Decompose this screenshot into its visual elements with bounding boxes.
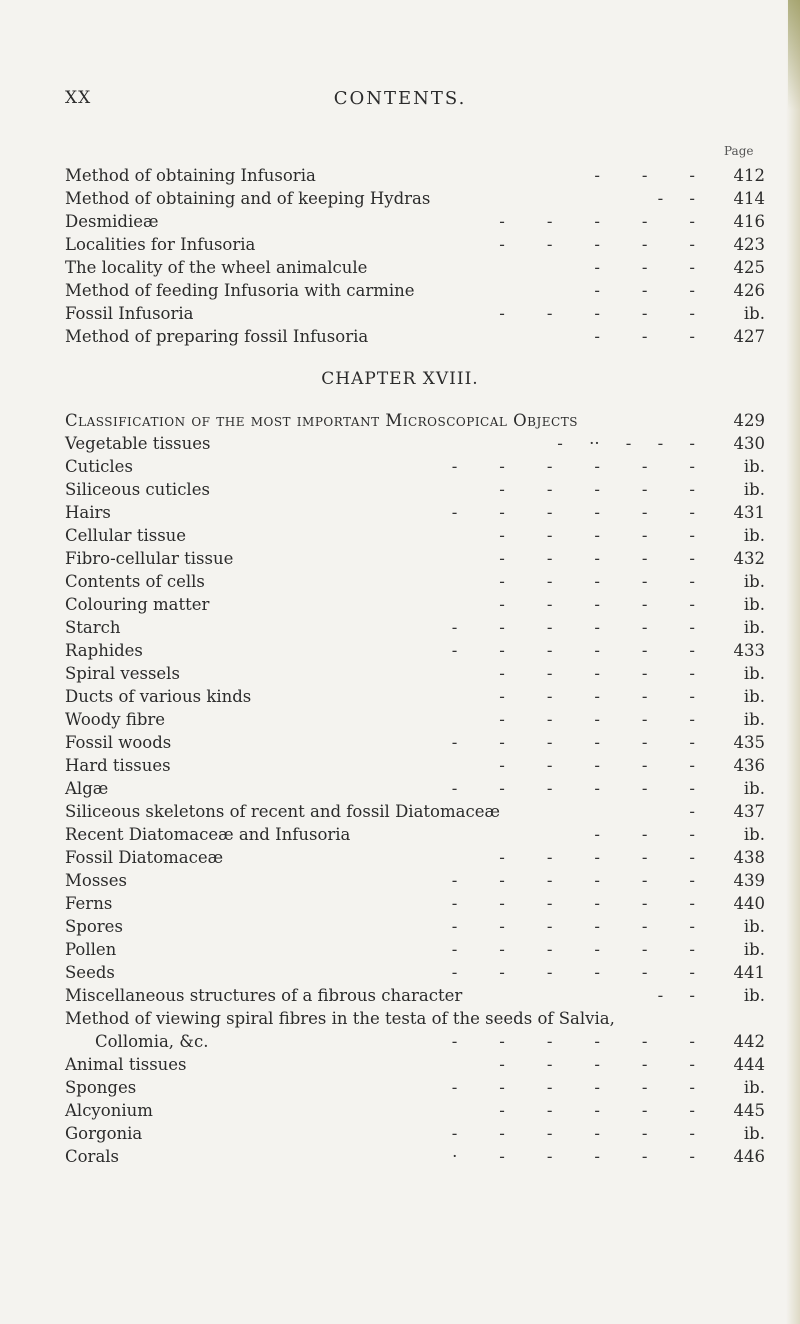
contents-entry — [65, 189, 765, 212]
entry-title: Pollen — [65, 940, 117, 959]
entry-leader-dashes: - - - - - — [499, 710, 695, 729]
entry-title: Contents of cells — [65, 572, 205, 591]
contents-entry — [65, 327, 765, 350]
entry-page-number: 436 — [733, 756, 765, 775]
contents-entry — [65, 595, 765, 618]
entry-page-number: 423 — [733, 235, 765, 254]
entry-page-number: ib. — [743, 710, 765, 729]
entry-title: Recent Diatomaceæ and Infusoria — [65, 825, 351, 844]
entry-page-number: ib. — [743, 664, 765, 683]
entry-title: Method of feeding Infusoria with carmine — [65, 281, 415, 300]
entry-title: Method of viewing spiral fibres in the testa of the seeds of Salvia, — [65, 1009, 615, 1028]
entry-title: Alcyonium — [65, 1101, 153, 1120]
page-edge-shadow — [786, 0, 800, 1324]
entry-title: Animal tissues — [65, 1055, 187, 1074]
entry-page-number: ib. — [743, 526, 765, 545]
contents-entry — [65, 917, 765, 940]
contents-entry — [65, 1124, 765, 1147]
entry-page-number: 412 — [733, 166, 765, 185]
contents-entry — [65, 411, 765, 434]
entry-leader-dashes: - - - - - - — [451, 457, 695, 476]
entry-page-number: 446 — [733, 1147, 765, 1166]
entry-leader-dashes: - - - - - - — [451, 894, 695, 913]
entry-title: Siliceous cuticles — [65, 480, 210, 499]
entry-page-number: ib. — [743, 457, 765, 476]
entry-leader-dashes: - - - — [594, 327, 695, 346]
folio-number: XX — [65, 88, 92, 108]
contents-entry — [65, 894, 765, 917]
contents-entry — [65, 1101, 765, 1124]
entry-title: Vegetable tissues — [65, 434, 211, 453]
entry-page-number: ib. — [743, 986, 765, 1005]
entry-title: The locality of the wheel animalcule — [65, 258, 368, 277]
entry-page-number: 433 — [733, 641, 765, 660]
contents-entry — [65, 572, 765, 595]
contents-entry — [65, 779, 765, 802]
entry-page-number: 432 — [733, 549, 765, 568]
entry-title: Raphides — [65, 641, 143, 660]
entry-title: Ferns — [65, 894, 113, 913]
entry-page-number: 437 — [733, 802, 765, 821]
entry-page-number: ib. — [743, 917, 765, 936]
entry-page-number: 414 — [733, 189, 765, 208]
running-head: CONTENTS. — [333, 88, 467, 109]
entry-page-number: 439 — [733, 871, 765, 890]
entry-leader-dashes: · - - - - - — [452, 1147, 695, 1166]
entry-title: Hairs — [65, 503, 111, 522]
entry-leader-dashes: - - - - - — [499, 848, 695, 867]
contents-entry — [65, 687, 765, 710]
entry-title: Localities for Infusoria — [65, 235, 256, 254]
entry-leader-dashes: - - - - - - — [451, 917, 695, 936]
entry-leader-dashes: - - - - - - — [451, 503, 695, 522]
contents-entry — [65, 848, 765, 871]
entry-page-number: 416 — [733, 212, 765, 231]
contents-entry — [65, 710, 765, 733]
entry-title: Miscellaneous structures of a fibrous character — [65, 986, 463, 1005]
contents-entry — [65, 802, 765, 825]
page-header — [0, 88, 800, 112]
contents-entry — [65, 166, 765, 189]
entry-page-number: 444 — [733, 1055, 765, 1074]
entry-leader-dashes: - - - — [594, 825, 695, 844]
contents-entry — [65, 733, 765, 756]
entry-title: Colouring matter — [65, 595, 210, 614]
entry-leader-dashes: - - - - - — [499, 549, 695, 568]
contents-entry — [65, 1009, 765, 1032]
entry-leader-dashes: - - - - - — [499, 572, 695, 591]
entry-leader-dashes: - - - - - - — [451, 940, 695, 959]
entry-page-number: 426 — [733, 281, 765, 300]
contents-entry — [65, 549, 765, 572]
entry-leader-dashes: - - - - - — [499, 1055, 695, 1074]
entry-page-number: 445 — [733, 1101, 765, 1120]
contents-entry — [65, 434, 765, 457]
entry-leader-dashes: - — [689, 802, 695, 821]
entry-page-number: 440 — [733, 894, 765, 913]
contents-entry — [65, 756, 765, 779]
contents-entry — [65, 304, 765, 327]
entry-title: Seeds — [65, 963, 115, 982]
entry-title: Mosses — [65, 871, 127, 890]
entry-leader-dashes: - - — [657, 189, 695, 208]
contents-entry — [65, 940, 765, 963]
contents-entry — [65, 871, 765, 894]
contents-entry — [65, 258, 765, 281]
entry-leader-dashes: - - - - - - — [451, 1078, 695, 1097]
entry-page-number: 430 — [733, 434, 765, 453]
entry-page-number: 427 — [733, 327, 765, 346]
entry-title: Woody fibre — [65, 710, 166, 729]
entry-page-number: ib. — [743, 1078, 765, 1097]
entry-leader-dashes: - - - - - - — [451, 871, 695, 890]
entry-leader-dashes: - - — [657, 986, 695, 1005]
entry-title: Method of obtaining and of keeping Hydras — [65, 189, 431, 208]
entry-page-number: ib. — [743, 779, 765, 798]
contents-entry — [65, 526, 765, 549]
entry-title: Method of preparing fossil Infusoria — [65, 327, 369, 346]
entry-leader-dashes: - - - - - - — [451, 641, 695, 660]
entry-leader-dashes: - - - - - — [499, 664, 695, 683]
contents-entry — [65, 480, 765, 503]
entry-page-number: ib. — [743, 618, 765, 637]
contents-entry — [65, 1055, 765, 1078]
entry-page-number: ib. — [743, 480, 765, 499]
entry-page-number: ib. — [743, 825, 765, 844]
entry-title: Desmidieæ — [65, 212, 159, 231]
contents-entry — [65, 212, 765, 235]
page-column-label: Page — [724, 144, 754, 158]
entry-leader-dashes: - - - - - — [499, 756, 695, 775]
entry-title: Method of obtaining Infusoria — [65, 166, 316, 185]
entry-title: Classification of the most important Microscopical Objects — [65, 411, 578, 430]
entry-leader-dashes: - - - - - — [499, 480, 695, 499]
entry-title: Spiral vessels — [65, 664, 180, 683]
contents-entry — [65, 503, 765, 526]
entry-page-number: 435 — [733, 733, 765, 752]
contents-entry — [65, 825, 765, 848]
contents-entry — [65, 618, 765, 641]
entry-leader-dashes: - - - - - — [499, 304, 695, 323]
entry-page-number: ib. — [743, 1124, 765, 1143]
entry-page-number: ib. — [743, 595, 765, 614]
entry-leader-dashes: - - - - - — [499, 526, 695, 545]
entry-leader-dashes: - - - - - - — [451, 779, 695, 798]
entry-leader-dashes: - - - — [594, 166, 695, 185]
entry-title: Gorgonia — [65, 1124, 143, 1143]
entry-leader-dashes: - - - - - - — [451, 963, 695, 982]
entry-page-number: 429 — [733, 411, 765, 430]
entry-leader-dashes: - - - - - — [499, 1101, 695, 1120]
entry-leader-dashes: - - - - - - — [451, 1124, 695, 1143]
entry-page-number: ib. — [743, 940, 765, 959]
contents-entry — [65, 641, 765, 664]
contents-entry — [65, 664, 765, 687]
contents-entry — [65, 1078, 765, 1101]
entry-leader-dashes: - - - - - - — [451, 733, 695, 752]
entry-title: Algæ — [65, 779, 109, 798]
entry-title: Cellular tissue — [65, 526, 187, 545]
entry-title: Sponges — [65, 1078, 137, 1097]
entry-title: Siliceous skeletons of recent and fossil Diatomaceæ — [65, 802, 500, 821]
entry-title: Fossil Diatomaceæ — [65, 848, 224, 867]
entry-leader-dashes: - - - - - - — [451, 618, 695, 637]
entry-leader-dashes: - - - - - — [499, 212, 695, 231]
entry-title: Fossil woods — [65, 733, 172, 752]
contents-entry — [65, 235, 765, 258]
entry-page-number: 441 — [733, 963, 765, 982]
entry-leader-dashes: - - - - - — [499, 687, 695, 706]
entry-page-number: 425 — [733, 258, 765, 277]
entry-leader-dashes: - - - - - — [499, 595, 695, 614]
contents-entry — [65, 1032, 765, 1055]
entry-leader-dashes: - - - - - - — [451, 1032, 695, 1051]
contents-entry — [65, 963, 765, 986]
entry-title: Corals — [65, 1147, 120, 1166]
entry-leader-dashes: - - - - - — [499, 235, 695, 254]
entry-leader-dashes: - - - — [594, 281, 695, 300]
entry-leader-dashes: - ·· - - - — [557, 434, 695, 453]
entry-title: Hard tissues — [65, 756, 171, 775]
entry-title: Fossil Infusoria — [65, 304, 194, 323]
entry-page-number: ib. — [743, 304, 765, 323]
entry-page-number: 442 — [733, 1032, 765, 1051]
contents-entry — [65, 281, 765, 304]
contents-entry — [65, 1147, 765, 1170]
entry-title: Collomia, &c. — [95, 1032, 209, 1051]
entry-title: Fibro-cellular tissue — [65, 549, 234, 568]
entry-page-number: ib. — [743, 572, 765, 591]
entry-leader-dashes: - - - — [594, 258, 695, 277]
contents-entry — [65, 986, 765, 1009]
entry-page-number: 431 — [733, 503, 765, 522]
entry-page-number: 438 — [733, 848, 765, 867]
entry-title: Cuticles — [65, 457, 133, 476]
contents-list-section-1 — [65, 166, 765, 350]
contents-entry — [65, 457, 765, 480]
entry-title: Spores — [65, 917, 123, 936]
entry-page-number: ib. — [743, 687, 765, 706]
entry-title: Ducts of various kinds — [65, 687, 252, 706]
contents-list-section-2 — [65, 411, 765, 1170]
entry-title: Starch — [65, 618, 121, 637]
chapter-heading: CHAPTER XVIII. — [321, 369, 479, 389]
